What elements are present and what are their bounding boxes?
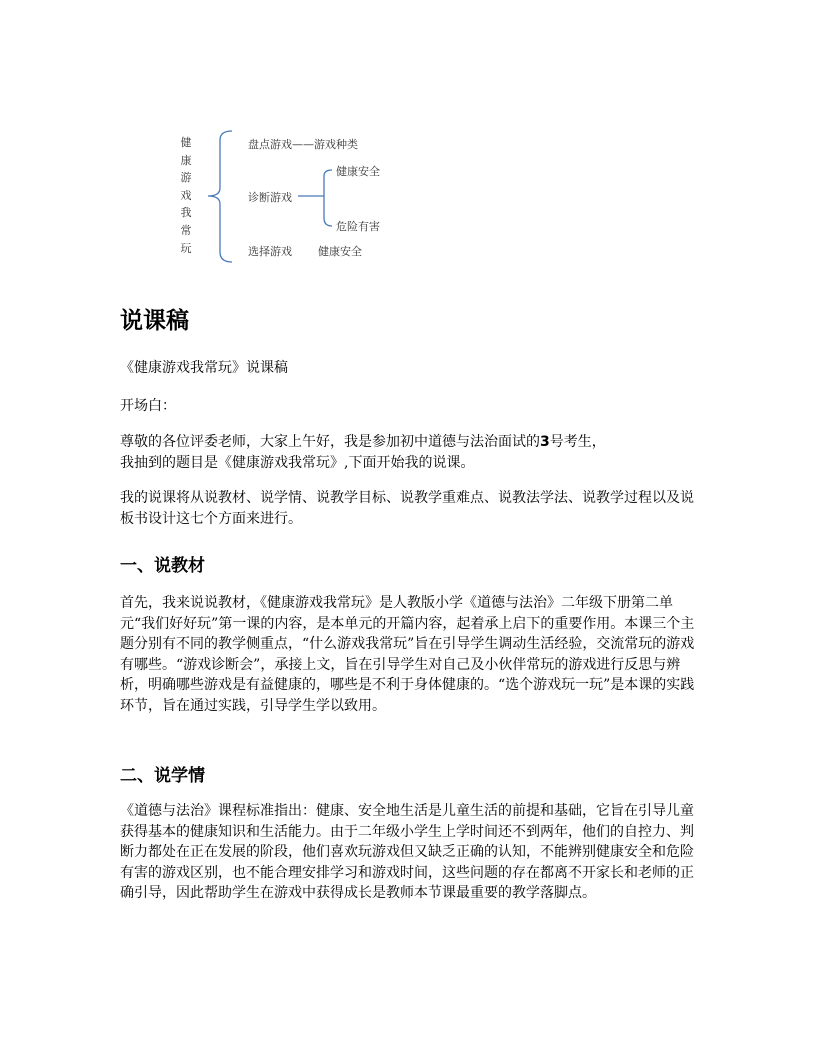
diagram-branch-3: 选择游戏 xyxy=(248,245,292,258)
diagram-sub-2: 危险有害 xyxy=(336,220,380,233)
greeting-paragraph: 尊敬的各位评委老师，大家上午好，我是参加初中道德与法治面试的3号考生， 我抽到的题目是《健康游戏我常玩》,下面开始我的说课。 xyxy=(120,434,606,471)
diagram-sub-1: 健康安全 xyxy=(336,165,380,178)
subtitle-paragraph: 《健康游戏我常玩》说课稿 xyxy=(120,360,288,376)
candidate-number: 3 xyxy=(540,434,550,450)
opening-paragraph: 开场白： xyxy=(120,398,176,414)
section-2-paragraph: 《道德与法治》课程标准指出：健康、安全地生活是儿童生活的前提和基础，它旨在引导儿童获得基本的健康知识和生活能力。由于二年级小学生上学时间还不到两年，他们的自控力、判断力都处在正在发展的阶段，他们喜欢玩游戏但又缺乏正确的认知，不能辨别健康安全和危险有害的游戏区别，也不能合理安排学习和游戏时间，这些问题的存在都离不开家长和老师的正确引导，因此帮助学生在游戏中获得成长是教师本节课最重要的教学落脚点。 xyxy=(120,803,694,901)
section-1-paragraph: 首先，我来说说教材，《健康游戏我常玩》是人教版小学《道德与法治》二年级下册第二单元“我们好好玩”第一课的内容，是本单元的开篇内容，起着承上启下的重要作用。本课三个主题分别有不同的教学侧重点，“什么游戏我常玩”旨在引导学生调动生活经验，交流常玩的游戏有哪些。“游戏诊断会”，承接上文，旨在引导学生对自己及小伙伴常玩的游戏进行反思与辨析，明确哪些游戏是有益健康的，哪些是不利于身体健康的。“选个游戏玩一玩”是本课的实践环节，旨在通过实践，引导学生学以致用。 xyxy=(120,595,695,714)
outline-paragraph: 我的说课将从说教材、说学情、说教学目标、说教学重难点、说教法学法、说教学过程以及说板书设计这七个方面来进行。 xyxy=(120,490,694,527)
section-1-heading: 一、说教材 xyxy=(120,556,205,576)
section-2-heading: 二、说学情 xyxy=(120,766,205,786)
page-title: 说课稿 xyxy=(120,308,189,334)
diagram-branch-1: 盘点游戏——游戏种类 xyxy=(248,138,358,151)
diagram-branch-3-tail: 健康安全 xyxy=(318,245,362,258)
diagram-vertical-title: 健 康 游 戏 我 常 玩 xyxy=(180,136,192,255)
diagram-branch-2: 诊断游戏 xyxy=(248,191,292,204)
board-diagram xyxy=(170,128,430,268)
